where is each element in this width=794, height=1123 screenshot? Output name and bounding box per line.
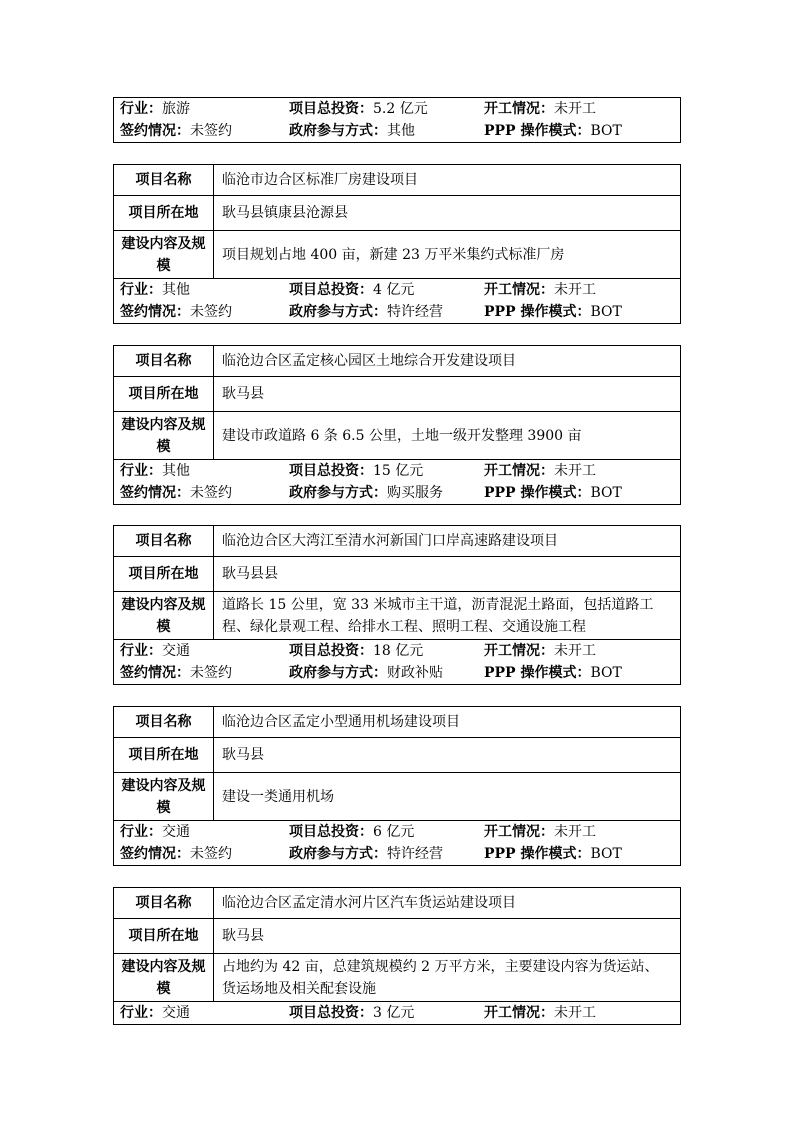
gov-key: 政府参与方式： [289, 846, 387, 862]
location-label: 项目所在地 [114, 919, 214, 953]
signing-value: 未签约 [190, 846, 232, 862]
ppp-key: PPP 操作模式： [484, 846, 591, 862]
content-label: 建设内容及规模 [114, 592, 214, 639]
content-label: 建设内容及规模 [114, 231, 214, 278]
start-value: 未开工 [554, 282, 596, 298]
project-name: 临沧边合区孟定核心园区土地综合开发建设项目 [222, 353, 516, 369]
gov-key: 政府参与方式： [289, 485, 387, 501]
start-value: 未开工 [554, 824, 596, 840]
ppp-key: PPP 操作模式： [484, 123, 591, 139]
signing-value: 未签约 [190, 304, 232, 320]
project-content: 项目规划占地 400 亩，新建 23 万平米集约式标准厂房 [222, 246, 565, 263]
investment-key: 项目总投资： [289, 282, 373, 298]
signing-key: 签约情况： [120, 846, 190, 862]
project-card [113, 706, 681, 866]
industry-value: 旅游 [162, 101, 190, 117]
ppp-value: BOT [590, 485, 622, 501]
start-value: 未开工 [554, 463, 596, 479]
signing-value: 未签约 [190, 665, 232, 681]
investment-value: 4 亿元 [373, 282, 415, 298]
project-content: 建设市政道路 6 条 6.5 公里，土地一级开发整理 3900 亩 [222, 427, 582, 444]
project-location: 耿马县 [222, 386, 264, 402]
project-name: 临沧边合区孟定小型通用机场建设项目 [222, 714, 460, 730]
start-key: 开工情况： [484, 463, 554, 479]
project-card [113, 887, 681, 1025]
project-summary-top [113, 97, 681, 143]
start-key: 开工情况： [484, 101, 554, 117]
investment-value: 15 亿元 [373, 463, 424, 479]
project-name: 临沧市边合区标准厂房建设项目 [222, 172, 418, 188]
project-location: 耿马县县 [222, 566, 278, 582]
project-content: 道路长 15 公里，宽 33 米城市主干道，沥青混泥土路面，包括道路工程、绿化景观工程、给排水工程、照明工程、交通设施工程 [222, 596, 654, 635]
gov-key: 政府参与方式： [289, 123, 387, 139]
signing-value: 未签约 [190, 485, 232, 501]
location-label: 项目所在地 [114, 738, 214, 772]
name-label: 项目名称 [114, 526, 214, 556]
project-card [113, 164, 681, 324]
name-label: 项目名称 [114, 346, 214, 376]
investment-value: 5.2 亿元 [373, 101, 428, 117]
industry-key: 行业： [120, 463, 162, 479]
industry-value: 交通 [162, 824, 190, 840]
investment-key: 项目总投资： [289, 824, 373, 840]
start-value: 未开工 [554, 643, 596, 659]
start-key: 开工情况： [484, 824, 554, 840]
project-name: 临沧边合区孟定清水河片区汽车货运站建设项目 [222, 895, 516, 911]
signing-key: 签约情况： [120, 665, 190, 681]
ppp-key: PPP 操作模式： [484, 304, 591, 320]
investment-key: 项目总投资： [289, 1005, 373, 1021]
gov-value: 特许经营 [387, 846, 443, 862]
gov-value: 特许经营 [387, 304, 443, 320]
project-location: 耿马县 [222, 928, 264, 944]
project-card [113, 525, 681, 685]
signing-key: 签约情况： [120, 485, 190, 501]
content-label: 建设内容及规模 [114, 773, 214, 820]
ppp-value: BOT [590, 665, 622, 681]
project-location: 耿马县镇康县沧源县 [222, 205, 348, 221]
industry-value: 交通 [162, 1005, 190, 1021]
ppp-value: BOT [590, 846, 622, 862]
location-label: 项目所在地 [114, 196, 214, 230]
gov-value: 财政补贴 [387, 665, 443, 681]
location-label: 项目所在地 [114, 557, 214, 591]
industry-value: 其他 [162, 282, 190, 298]
project-content: 建设一类通用机场 [222, 788, 334, 805]
industry-key: 行业： [120, 643, 162, 659]
industry-value: 其他 [162, 463, 190, 479]
start-value: 未开工 [554, 101, 596, 117]
project-name: 临沧边合区大湾江至清水河新国门口岸高速路建设项目 [222, 533, 558, 549]
ppp-key: PPP 操作模式： [484, 485, 591, 501]
industry-key: 行业： [120, 101, 162, 117]
ppp-key: PPP 操作模式： [484, 665, 591, 681]
gov-key: 政府参与方式： [289, 304, 387, 320]
info-row-1 [114, 98, 680, 120]
name-label: 项目名称 [114, 707, 214, 737]
investment-value: 6 亿元 [373, 824, 415, 840]
location-label: 项目所在地 [114, 377, 214, 411]
project-location: 耿马县 [222, 747, 264, 763]
project-content: 占地约为 42 亩，总建筑规模约 2 万平方米，主要建设内容为货运站、货运场地及相关配套设施 [222, 958, 659, 997]
gov-value: 购买服务 [387, 485, 443, 501]
ppp-value: BOT [590, 123, 622, 139]
name-label: 项目名称 [114, 888, 214, 918]
industry-key: 行业： [120, 1005, 162, 1021]
project-card [113, 345, 681, 505]
signing-value: 未签约 [190, 123, 232, 139]
content-label: 建设内容及规模 [114, 412, 214, 459]
info-row-2 [114, 120, 680, 142]
start-key: 开工情况： [484, 643, 554, 659]
investment-key: 项目总投资： [289, 101, 373, 117]
start-value: 未开工 [554, 1005, 596, 1021]
signing-key: 签约情况： [120, 123, 190, 139]
ppp-value: BOT [590, 304, 622, 320]
gov-key: 政府参与方式： [289, 665, 387, 681]
investment-value: 18 亿元 [373, 643, 424, 659]
gov-value: 其他 [387, 123, 415, 139]
investment-value: 3 亿元 [373, 1005, 415, 1021]
investment-key: 项目总投资： [289, 643, 373, 659]
name-label: 项目名称 [114, 165, 214, 195]
start-key: 开工情况： [484, 282, 554, 298]
investment-key: 项目总投资： [289, 463, 373, 479]
start-key: 开工情况： [484, 1005, 554, 1021]
industry-key: 行业： [120, 824, 162, 840]
content-label: 建设内容及规模 [114, 954, 214, 1001]
industry-key: 行业： [120, 282, 162, 298]
industry-value: 交通 [162, 643, 190, 659]
signing-key: 签约情况： [120, 304, 190, 320]
